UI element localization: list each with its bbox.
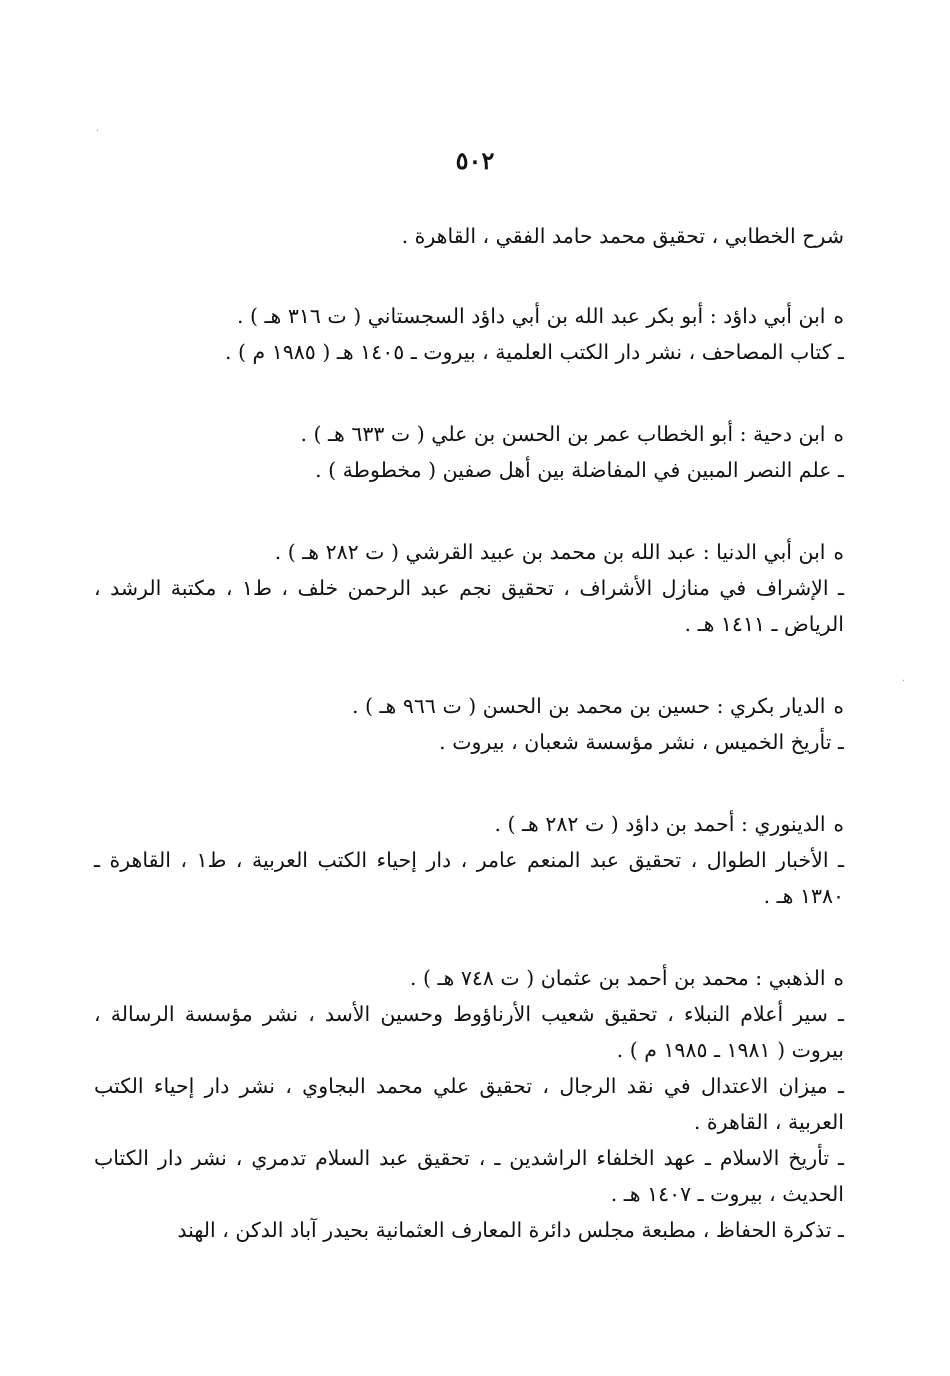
author-name: الديار بكري : حسين بن محمد بن الحسن ( ت ٩٦٦ هـ ) . xyxy=(352,694,826,718)
entry-ibn-dihya xyxy=(94,416,844,488)
scan-speck: · xyxy=(96,126,100,137)
entry-ibn-abi-dunya xyxy=(94,534,844,642)
page-number: ٥٠٢ xyxy=(455,146,495,175)
author-line xyxy=(94,416,844,452)
book-line: ـ علم النصر المبين في المفاضلة بين أهل صفين ( مخطوطة ) . xyxy=(315,458,844,482)
book-line: ـ كتاب المصاحف ، نشر دار الكتب العلمية ، بيروت ـ ١٤٠٥ هـ ( ١٩٨٥ م ) . xyxy=(224,340,844,364)
book-line: ـ الإشراف في منازل الأشراف ، تحقيق نجم عبد الرحمن خلف ، ط١ ، مكتبة الرشد ، الرياض ـ ١٤١١ هـ . xyxy=(94,576,845,636)
book-line: ـ تذكرة الحفاظ ، مطبعة مجلس دائرة المعارف العثمانية بحيدر آباد الدكن ، الهند xyxy=(177,1218,844,1242)
intro-line: شرح الخطابي ، تحقيق محمد حامد الفقي ، القاهرة . xyxy=(401,224,844,248)
book-line: ـ تأريخ الاسلام ـ عهد الخلفاء الراشدين ـ ، تحقيق عبد السلام تدمري ، نشر دار الكتاب الحديث ، بيروت ـ ١٤٠٧ هـ . xyxy=(94,1146,844,1206)
author-name: الدينوري : أحمد بن داؤد ( ت ٢٨٢ هـ ) . xyxy=(494,812,826,836)
bullet-icon: ه xyxy=(833,540,844,564)
author-line xyxy=(94,534,844,570)
bibliography-content xyxy=(94,218,844,1248)
author-name: ابن أبي داؤد : أبو بكر عبد الله بن أبي داؤد السجستاني ( ت ٣١٦ هـ ) . xyxy=(236,304,826,328)
author-line xyxy=(94,688,844,724)
bullet-icon: ه xyxy=(833,694,844,718)
bullet-icon: ه xyxy=(833,966,844,990)
bullet-icon: ه xyxy=(833,304,844,328)
book-line: ـ ميزان الاعتدال في نقد الرجال ، تحقيق علي محمد البجاوي ، نشر دار إحياء الكتب العربية ، القاهرة . xyxy=(94,1074,844,1134)
author-line xyxy=(94,298,844,334)
author-name: ابن أبي الدنيا : عبد الله بن محمد بن عبيد القرشي ( ت ٢٨٢ هـ ) . xyxy=(274,540,826,564)
book-line: ـ تأريخ الخميس ، نشر مؤسسة شعبان ، بيروت . xyxy=(439,730,844,754)
scan-speck: · xyxy=(902,676,906,687)
bullet-icon: ه xyxy=(833,812,844,836)
author-line xyxy=(94,806,844,842)
book-line: ـ الأخبار الطوال ، تحقيق عبد المنعم عامر ، دار إحياء الكتب العربية ، ط١ ، القاهرة ـ ١٣٨٠ هـ . xyxy=(94,848,844,908)
author-name: ابن دحية : أبو الخطاب عمر بن الحسن بن علي ( ت ٦٣٣ هـ ) . xyxy=(300,422,826,446)
author-line xyxy=(94,960,844,996)
bullet-icon: ه xyxy=(833,422,844,446)
entry-dinawari xyxy=(94,806,844,914)
book-line: ـ سير أعلام النبلاء ، تحقيق شعيب الأرناؤوط وحسين الأسد ، نشر مؤسسة الرسالة ، بيروت ( ١٩٨١ ـ ١٩٨٥ م ) . xyxy=(94,1002,844,1062)
entry-ibn-abi-dawud xyxy=(94,298,844,370)
entry-diyarbakri xyxy=(94,688,844,760)
author-name: الذهبي : محمد بن أحمد بن عثمان ( ت ٧٤٨ هـ ) . xyxy=(409,966,826,990)
entry-dhahabi xyxy=(94,960,844,1248)
